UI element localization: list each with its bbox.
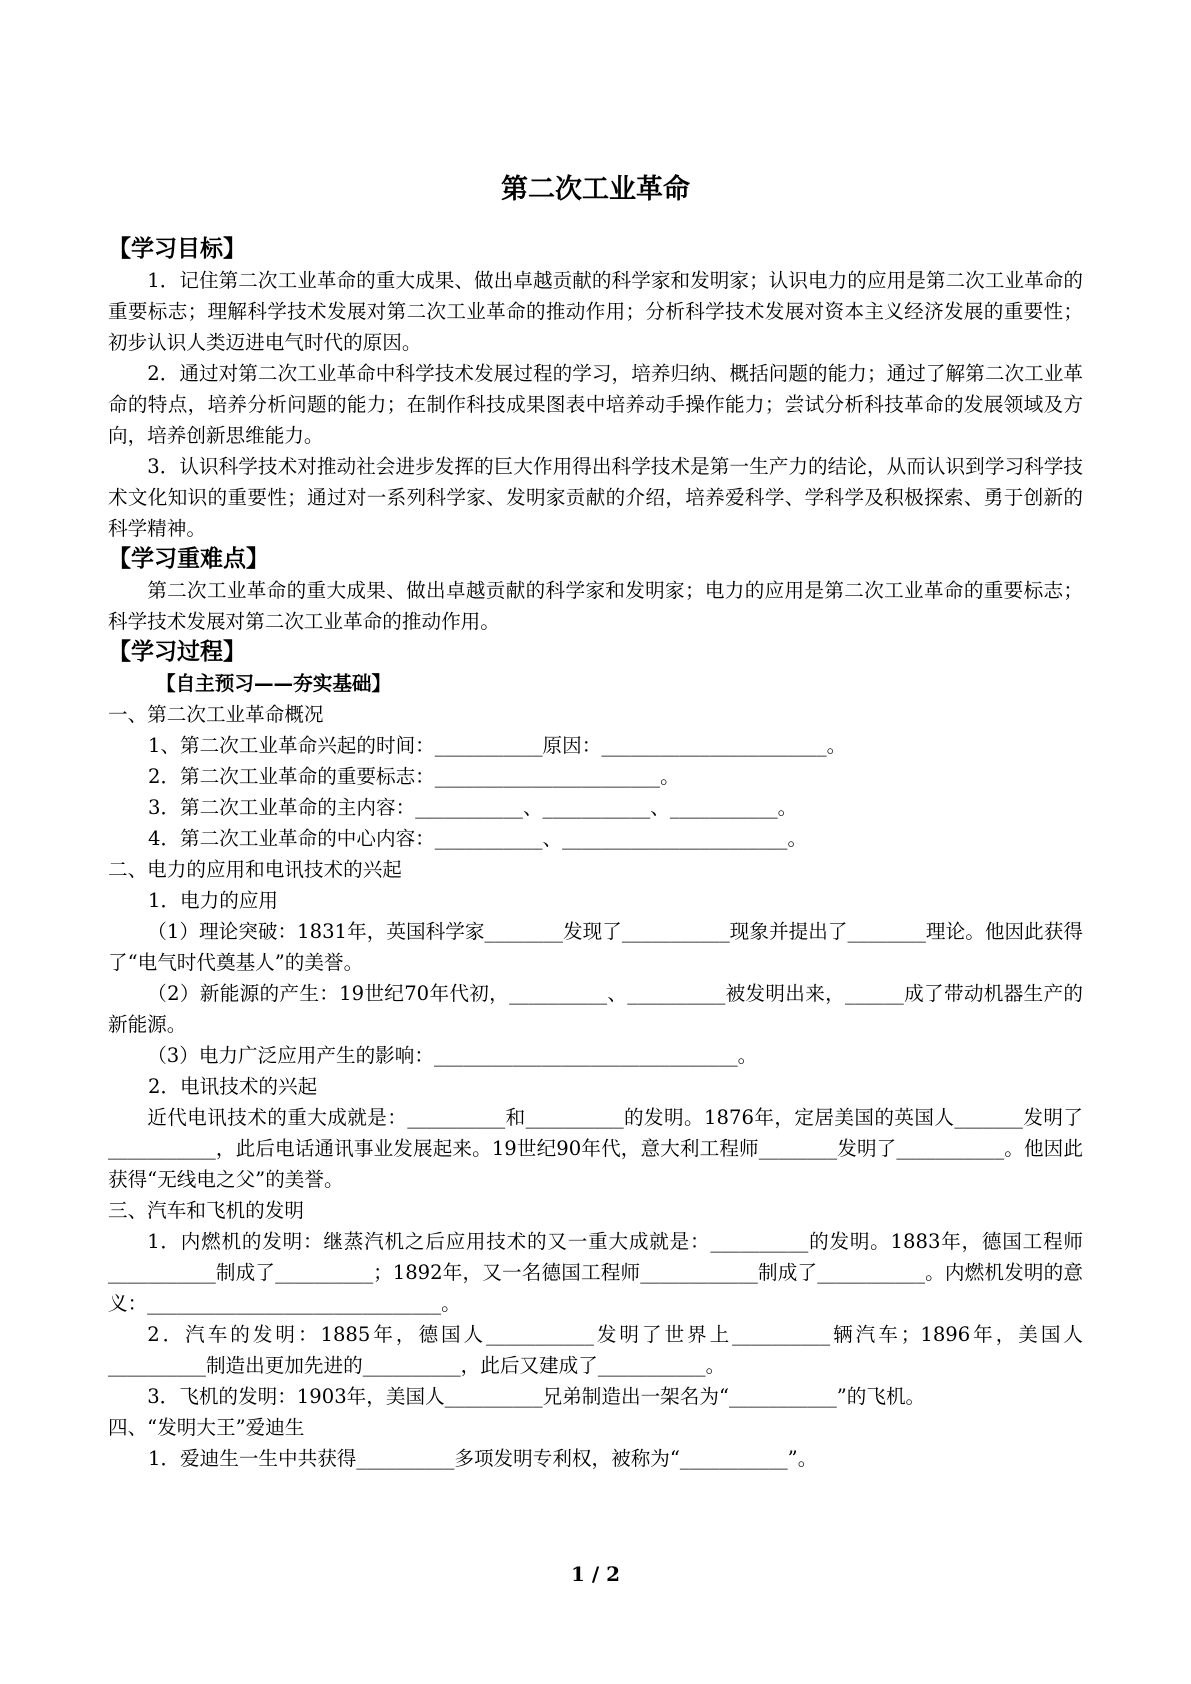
objective-3: 3．认识科学技术对推动社会进步发挥的巨大作用得出科学技术是第一生产力的结论，从而认识到学习科学技术文化知识的重要性；通过对一系列科学家、发明家贡献的介绍，培养爱科学、学科学及积极探索、勇于创新的科学精神。 <box>108 455 1083 540</box>
section2-sub2: 2．电讯技术的兴起 <box>148 1075 318 1098</box>
keypoints-text: 第二次工业革命的重大成果、做出卓越贡献的科学家和发明家；电力的应用是第二次工业革命的重要标志；科学技术发展对第二次工业革命的推动作用。 <box>108 579 1083 633</box>
section2-para3: （3）电力广泛应用产生的影响：_______________________________。 <box>147 1044 758 1067</box>
heading-objectives: 【学习目标】 <box>108 236 246 262</box>
section2-title: 二、电力的应用和电讯技术的兴起 <box>108 858 402 881</box>
objective-2: 2．通过对第二次工业革命中科学技术发展过程的学习，培养归纳、概括问题的能力；通过了解第二次工业革命的特点，培养分析问题的能力；在制作科技成果图表中培养动手操作能力；尝试分析科技革命的发展领域及方向，培养创新思维能力。 <box>108 362 1083 447</box>
page-title: 第二次工业革命 <box>501 174 690 205</box>
section4-item-1: 1．爱迪生一生中共获得__________多项发明专利权，被称为“___________”。 <box>148 1447 818 1470</box>
section3-para3: 3．飞机的发明：1903年，美国人__________兄弟制造出一架名为“___________”的飞机。 <box>147 1385 926 1408</box>
section1-item-4: 4．第二次工业革命的中心内容：___________、_______________________。 <box>148 827 808 850</box>
section3-title: 三、汽车和飞机的发明 <box>108 1199 304 1222</box>
section3-para2: 2．汽车的发明：1885年，德国人___________发明了世界上__________辆汽车；1896年，美国人__________制造出更加先进的__________，此后又建成了___________。 <box>108 1323 1083 1377</box>
section2-para4: 近代电讯技术的重大成就是：__________和__________的发明。1876年，定居美国的英国人_______发明了___________，此后电话通讯事业发展起来。19世纪90年代，意大利工程师________发明了___________。他因此获得“无线电之父”的美誉。 <box>108 1106 1083 1191</box>
section4-title: 四、“发明大王”爱迪生 <box>108 1416 305 1439</box>
heading-preview: 【自主预习——夯实基础】 <box>156 672 392 695</box>
section1-item-3: 3．第二次工业革命的主内容：___________、___________、___________。 <box>148 796 798 819</box>
heading-process: 【学习过程】 <box>108 639 246 665</box>
section3-para1: 1．内燃机的发明：继蒸汽机之后应用技术的又一重大成就是：__________的发明。1883年，德国工程师___________制成了__________；1892年，又一名德国工程师____________制成了___________。内燃机发明的意义：______________________________。 <box>108 1230 1083 1315</box>
section2-sub1: 1．电力的应用 <box>148 889 279 912</box>
page-number: 1 / 2 <box>570 1562 621 1586</box>
heading-keypoints: 【学习重难点】 <box>108 546 269 572</box>
section1-item-1: 1、第二次工业革命兴起的时间：___________原因：_______________________。 <box>148 734 847 757</box>
objective-1: 1．记住第二次工业革命的重大成果、做出卓越贡献的科学家和发明家；认识电力的应用是第二次工业革命的重要标志；理解科学技术发展对第二次工业革命的推动作用；分析科学技术发展对资本主义经济发展的重要性；初步认识人类迈进电气时代的原因。 <box>108 269 1083 354</box>
section2-para2: （2）新能源的产生：19世纪70年代初，__________、__________被发明出来，______成了带动机器生产的新能源。 <box>108 982 1083 1036</box>
section2-para1: （1）理论突破：1831年，英国科学家________发现了___________现象并提出了________理论。他因此获得了“电气时代奠基人”的美誉。 <box>108 920 1083 974</box>
section1-title: 一、第二次工业革命概况 <box>108 703 324 726</box>
section1-item-2: 2．第二次工业革命的重要标志：_______________________。 <box>148 765 680 788</box>
